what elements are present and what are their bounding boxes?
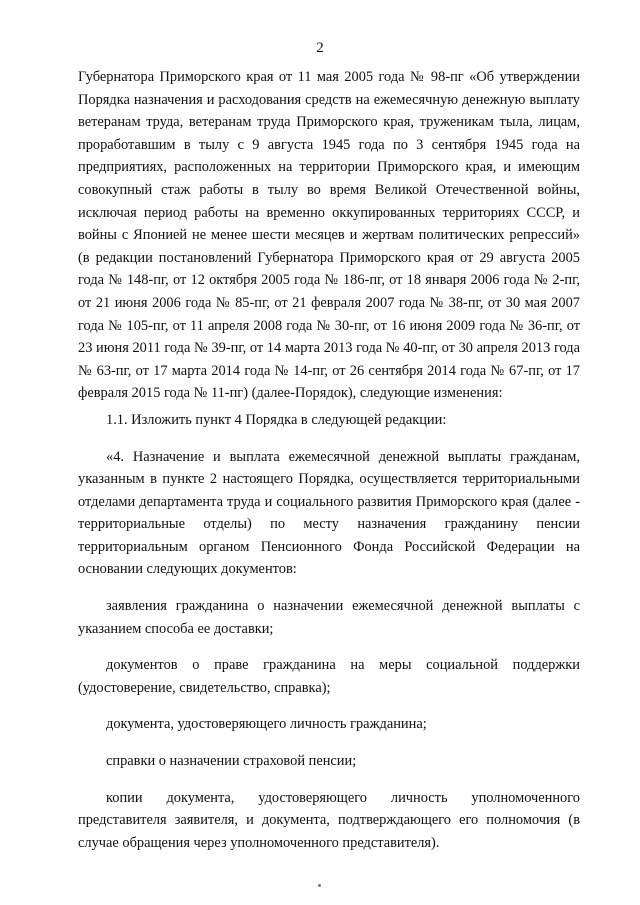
document-item-pension: справки о назначении страховой пенсии; — [106, 753, 357, 770]
document-item-application: заявления гражданина о назначении ежемесячной денежной выплаты с указанием способа ее доставки; — [78, 598, 580, 637]
document-item-identity: документа, удостоверяющего личность гражданина; — [106, 716, 427, 733]
page-mark — [318, 884, 321, 887]
main-paragraph: Губернатора Приморского края от 11 мая 2005 года № 98-пг «Об утверждении Порядка назначения и расходования средств на ежемесячную денежную выплату ветеранам труда, ветеранам труда Приморского края, труженикам тыла, лицам, проработавшим в тылу с 9 августа 1945 года по 3 сентября 1945 года на предприятиях, расположенных на территории Приморского края, и имеющим совокупный стаж работы в тылу во время Великой Отечественной войны, исключая период работы на временно оккупированных территориях СССР, и войны с Японией не менее шести месяцев и жертвам политических репрессий» (в редакции постановлений Губернатора Приморского края от 29 августа 2005 года № 148-пг, от 12 октября 2005 года № 186-пг, от 18 января 2006 года № 2-пг, от 21 июня 2006 года № 85-пг, от 21 февраля 2007 года № 38-пг, от 30 мая 2007 года № 105-пг, от 11 апреля 2008 года № 30-пг, от 16 июня 2009 года № 36-пг, от 23 июня 2011 года № 39-пг, от 14 марта 2013 года № 40-пг, от 30 апреля 2013 года № 63-пг, от 17 марта 2014 года № 14-пг, от 26 сентября 2014 года № 67-пг, от 17 февраля 2015 года № 11-пг) (далее-Порядок), следующие изменения: — [78, 69, 580, 402]
document-item-rights: документов о праве гражданина на меры социальной поддержки (удостоверение, свидетельство, справка); — [78, 657, 580, 696]
document-item-representative: копии документа, удостоверяющего личность уполномоченного представителя заявителя, и документа, подтверждающего его полномочия (в случае обращения через уполномоченного представителя). — [78, 789, 580, 851]
point-4-paragraph: «4. Назначение и выплата ежемесячной денежной выплаты гражданам, указанным в пункте 2 настоящего Порядка, осуществляется территориальными отделами департамента труда и социального развития Приморского края (далее - территориальные отделы) по месту назначения гражданину пенсии территориальным органом Пенсионного Фонда Российской Федерации на основании следующих документов: — [78, 448, 580, 578]
page-number: 2 — [316, 40, 324, 56]
document-body — [78, 66, 580, 854]
clause-1-1: 1.1. Изложить пункт 4 Порядка в следующей редакции: — [106, 411, 447, 428]
